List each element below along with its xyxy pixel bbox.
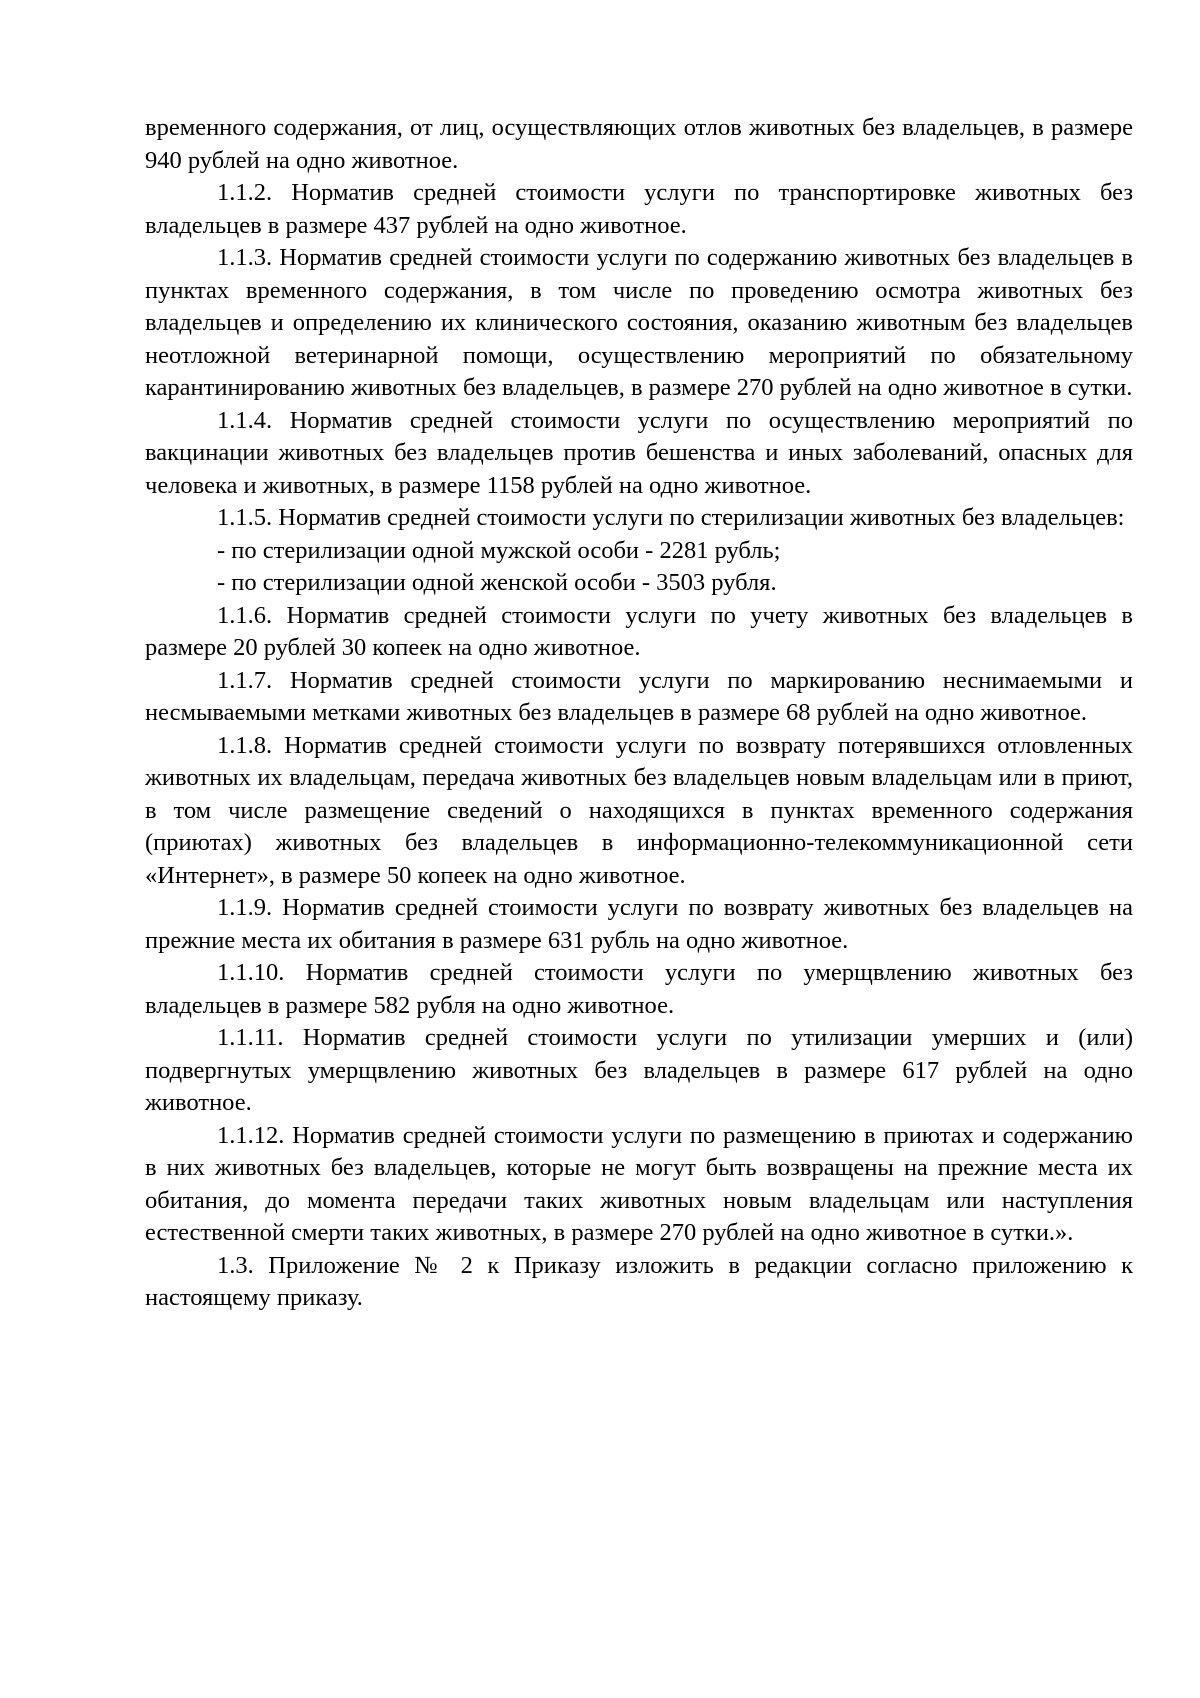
paragraph-1-1-4: 1.1.4. Норматив средней стоимости услуги по осуществлению мероприятий по вакцинации животных без владельцев против бешенства и иных заболеваний, опасных для человека и животных, в размере 1158 рублей на одно животное. — [145, 406, 1133, 499]
document-page — [145, 112, 1133, 1315]
paragraph-1-1-7: 1.1.7. Норматив средней стоимости услуги по маркированию неснимаемыми и несмываемыми метками животных без владельцев в размере 68 рублей на одно животное. — [145, 666, 1133, 726]
paragraph-1-1-3: 1.1.3. Норматив средней стоимости услуги по содержанию животных без владельцев в пунктах временного содержания, в том числе по проведению осмотра животных без владельцев и определению их клинического состояния, оказанию животным без владельцев неотложной ветеринарной помощи, осуществлению мероприятий по обязательному карантинированию животных без владельцев, в размере 270 рублей на одно животное в сутки. — [145, 244, 1133, 401]
list-item-male: - по стерилизации одной мужской особи - 2281 рубль; — [217, 536, 781, 564]
paragraph-continuation: временного содержания, от лиц, осуществляющих отлов животных без владельцев, в размере 940 рублей на одно животное. — [145, 114, 1133, 174]
paragraph-1-1-2: 1.1.2. Норматив средней стоимости услуги по транспортировке животных без владельцев в размере 437 рублей на одно животное. — [145, 179, 1133, 239]
paragraph-1-1-8: 1.1.8. Норматив средней стоимости услуги по возврату потерявшихся отловленных животных их владельцам, передача животных без владельцев новым владельцам или в приют, в том числе размещение сведений о находящихся в пунктах временного содержания (приютах) животных без владельцев в информационно-телекоммуникационной сети «Интернет», в размере 50 копеек на одно животное. — [145, 731, 1133, 889]
paragraph-1-3: 1.3. Приложение № 2 к Приказу изложить в редакции согласно приложению к настоящему приказу. — [145, 1251, 1133, 1311]
paragraph-1-1-12: 1.1.12. Норматив средней стоимости услуги по размещению в приютах и содержанию в них животных без владельцев, которые не могут быть возвращены на прежние места их обитания, до момента передачи таких животных новым владельцам или наступления естественной смерти таких животных, в размере 270 рублей на одно животное в сутки.». — [145, 1121, 1133, 1246]
paragraph-1-1-6: 1.1.6. Норматив средней стоимости услуги по учету животных без владельцев в размере 20 рублей 30 копеек на одно животное. — [145, 601, 1133, 661]
paragraph-1-1-10: 1.1.10. Норматив средней стоимости услуги по умерщвлению животных без владельцев в размере 582 рубля на одно животное. — [145, 959, 1133, 1019]
list-item-female: - по стерилизации одной женской особи - 3503 рубля. — [217, 569, 777, 596]
paragraph-1-1-11: 1.1.11. Норматив средней стоимости услуги по утилизации умерших и (или) подвергнутых умерщвлению животных без владельцев в размере 617 рублей на одно животное. — [145, 1024, 1133, 1116]
paragraph-1-1-5: 1.1.5. Норматив средней стоимости услуги по стерилизации животных без владельцев: — [217, 504, 1125, 531]
paragraph-1-1-9: 1.1.9. Норматив средней стоимости услуги по возврату животных без владельцев на прежние места их обитания в размере 631 рубль на одно животное. — [145, 894, 1133, 954]
